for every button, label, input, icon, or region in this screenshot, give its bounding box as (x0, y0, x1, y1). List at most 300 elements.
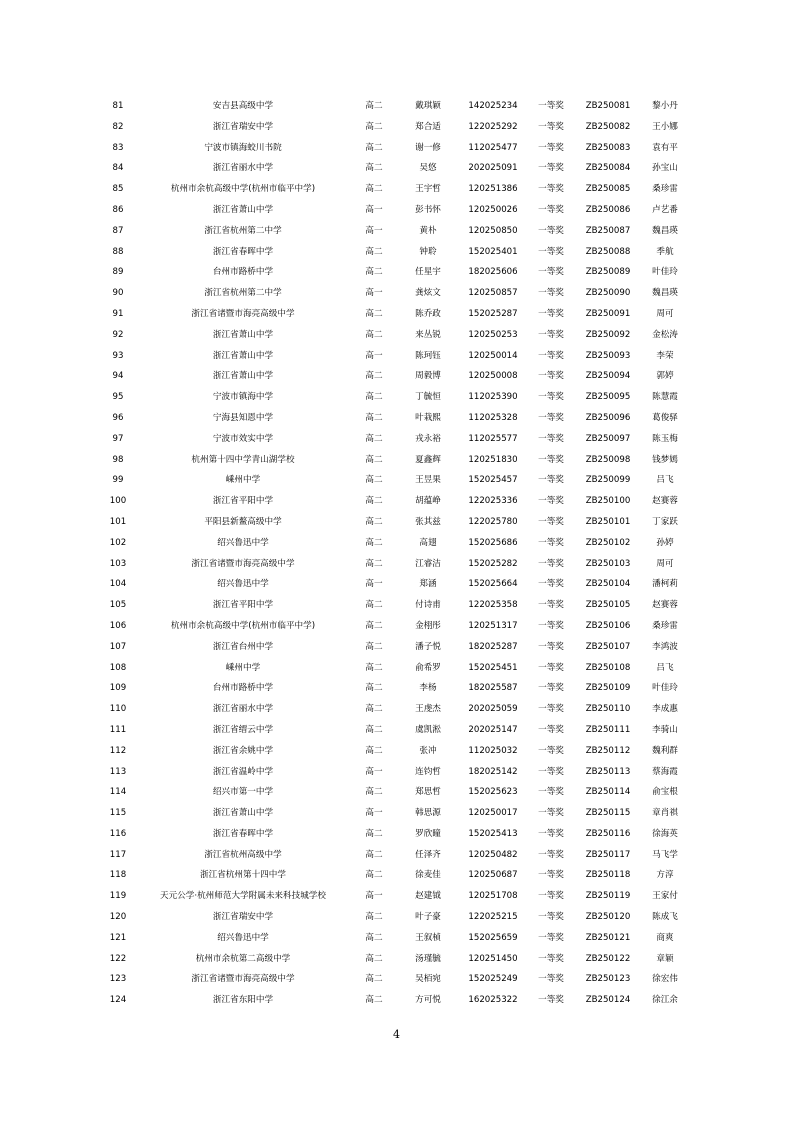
certificate-number: ZB250106 (585, 620, 631, 631)
school-name: 浙江省丽水中学 (212, 163, 274, 174)
row-number: 121 (109, 932, 127, 943)
coach-name: 李成惠 (652, 704, 678, 715)
award-level: 一等奖 (538, 641, 564, 652)
school-name: 绍兴鲁迅中学 (217, 579, 269, 590)
grade: 高二 (365, 433, 383, 444)
student-name: 夏鑫辉 (415, 454, 441, 465)
coach-name: 李鸿波 (652, 641, 678, 652)
award-level: 一等奖 (538, 787, 564, 798)
row-number: 97 (112, 433, 124, 444)
table-row (0, 699, 793, 720)
table-row (0, 637, 793, 658)
student-id: 112025577 (468, 433, 518, 444)
row-number: 100 (109, 496, 127, 507)
coach-name: 周可 (656, 558, 674, 569)
school-name: 浙江省缙云中学 (212, 724, 274, 735)
award-level: 一等奖 (538, 392, 564, 403)
school-name: 浙江省瑞安中学 (212, 121, 274, 132)
coach-name: 章肖祺 (652, 808, 678, 819)
grade: 高一 (365, 350, 383, 361)
student-name: 付诗甫 (415, 600, 441, 611)
certificate-number: ZB250089 (585, 267, 631, 278)
row-number: 105 (109, 600, 127, 611)
award-level: 一等奖 (538, 454, 564, 465)
grade: 高一 (365, 766, 383, 777)
certificate-number: ZB250086 (585, 204, 631, 215)
student-id: 202025059 (468, 704, 518, 715)
student-id: 112025328 (468, 412, 518, 423)
student-id: 120250008 (468, 371, 518, 382)
table-row (0, 845, 793, 866)
school-name: 台州市路桥中学 (212, 683, 274, 694)
row-number: 98 (112, 454, 124, 465)
student-id: 152025664 (468, 579, 518, 590)
school-name: 浙江省台州中学 (212, 641, 274, 652)
table-row (0, 304, 793, 325)
grade: 高二 (365, 371, 383, 382)
student-id: 112025477 (468, 142, 518, 153)
certificate-number: ZB250103 (585, 558, 631, 569)
grade: 高一 (365, 225, 383, 236)
school-name: 杭州市余杭高级中学(杭州市临平中学) (170, 184, 316, 195)
certificate-number: ZB250109 (585, 683, 631, 694)
coach-name: 蔡海霞 (652, 766, 678, 777)
certificate-number: ZB250095 (585, 392, 631, 403)
award-level: 一等奖 (538, 932, 564, 943)
coach-name: 陈成飞 (652, 912, 678, 923)
table-row (0, 138, 793, 159)
school-name: 浙江省诸暨市海亮高级中学 (191, 308, 295, 319)
school-name: 绍兴市第一中学 (212, 787, 274, 798)
student-name: 俞希罗 (415, 662, 441, 673)
school-name: 浙江省诸暨市海亮高级中学 (191, 974, 295, 985)
school-name: 宁波市镇海蛟川书院 (204, 142, 282, 153)
student-id: 120250687 (468, 870, 518, 881)
school-name: 平阳县新鳌高级中学 (204, 516, 282, 527)
certificate-number: ZB250099 (585, 475, 631, 486)
school-name: 浙江省春晖中学 (212, 828, 274, 839)
coach-name: 陈慧霞 (652, 392, 678, 403)
row-number: 93 (112, 350, 124, 361)
student-id: 120251708 (468, 891, 518, 902)
student-id: 120250017 (468, 808, 518, 819)
certificate-number: ZB250108 (585, 662, 631, 673)
student-id: 112025390 (468, 392, 518, 403)
certificate-number: ZB250081 (585, 101, 631, 111)
student-id: 152025249 (468, 974, 518, 985)
school-name: 宁波市效实中学 (212, 433, 274, 444)
school-name: 杭州市余杭第二高级中学 (195, 953, 291, 964)
certificate-number: ZB250110 (585, 704, 631, 715)
school-name: 浙江省诸暨市海亮高级中学 (191, 558, 295, 569)
coach-name: 桑珍雷 (652, 184, 678, 195)
coach-name: 商爽 (656, 932, 674, 943)
student-name: 陈乔政 (415, 308, 441, 319)
table-row (0, 221, 793, 242)
certificate-number: ZB250101 (585, 516, 631, 527)
grade: 高二 (365, 953, 383, 964)
coach-name: 徐海英 (652, 828, 678, 839)
coach-name: 赵赛蓉 (652, 600, 678, 611)
certificate-number: ZB250116 (585, 828, 631, 839)
award-table (0, 96, 793, 1011)
student-name: 王宇哲 (415, 184, 441, 195)
student-name: 韩思源 (415, 808, 441, 819)
row-number: 88 (112, 246, 124, 257)
row-number: 104 (109, 579, 127, 590)
student-name: 叶栽熙 (415, 412, 441, 423)
student-id: 202025147 (468, 724, 518, 735)
student-id: 120250026 (468, 204, 518, 215)
row-number: 112 (109, 745, 127, 756)
certificate-number: ZB250121 (585, 932, 631, 943)
award-level: 一等奖 (538, 662, 564, 673)
student-id: 152025659 (468, 932, 518, 943)
table-row (0, 179, 793, 200)
award-level: 一等奖 (538, 579, 564, 590)
student-name: 虞凯淞 (415, 724, 441, 735)
school-name: 台州市路桥中学 (212, 267, 274, 278)
award-level: 一等奖 (538, 891, 564, 902)
student-name: 金栩彤 (415, 620, 441, 631)
award-level: 一等奖 (538, 142, 564, 153)
table-row (0, 595, 793, 616)
row-number: 92 (112, 329, 124, 340)
table-row (0, 96, 793, 117)
student-name: 龚炫文 (415, 288, 441, 299)
grade: 高二 (365, 974, 383, 985)
student-name: 吴悠 (419, 163, 437, 174)
grade: 高二 (365, 142, 383, 153)
grade: 高二 (365, 537, 383, 548)
certificate-number: ZB250093 (585, 350, 631, 361)
coach-name: 钱梦嫣 (652, 454, 678, 465)
coach-name: 魏昌瑛 (652, 288, 678, 299)
student-name: 郑合适 (415, 121, 441, 132)
school-name: 安吉县高级中学 (212, 101, 274, 111)
certificate-number: ZB250100 (585, 496, 631, 507)
row-number: 109 (109, 683, 127, 694)
coach-name: 魏昌瑛 (652, 225, 678, 236)
award-level: 一等奖 (538, 246, 564, 257)
grade: 高一 (365, 288, 383, 299)
student-name: 陈珂钰 (415, 350, 441, 361)
student-id: 152025287 (468, 308, 518, 319)
certificate-number: ZB250113 (585, 766, 631, 777)
coach-name: 郭婷 (656, 371, 674, 382)
certificate-number: ZB250122 (585, 953, 631, 964)
grade: 高二 (365, 163, 383, 174)
school-name: 宁波市镇海中学 (212, 392, 274, 403)
award-level: 一等奖 (538, 308, 564, 319)
certificate-number: ZB250102 (585, 537, 631, 548)
grade: 高二 (365, 662, 383, 673)
certificate-number: ZB250115 (585, 808, 631, 819)
school-name: 浙江省杭州第二中学 (204, 288, 282, 299)
student-id: 112025032 (468, 745, 518, 756)
coach-name: 章颖 (656, 953, 674, 964)
award-level: 一等奖 (538, 101, 564, 111)
table-row (0, 200, 793, 221)
row-number: 113 (109, 766, 127, 777)
coach-name: 孙宝山 (652, 163, 678, 174)
row-number: 85 (112, 184, 124, 195)
table-row (0, 949, 793, 970)
grade: 高二 (365, 558, 383, 569)
table-row (0, 512, 793, 533)
student-name: 郑思哲 (415, 787, 441, 798)
grade: 高二 (365, 828, 383, 839)
award-level: 一等奖 (538, 808, 564, 819)
table-row (0, 907, 793, 928)
row-number: 90 (112, 288, 124, 299)
award-level: 一等奖 (538, 163, 564, 174)
certificate-number: ZB250105 (585, 600, 631, 611)
student-name: 王叙楨 (415, 932, 441, 943)
certificate-number: ZB250123 (585, 974, 631, 985)
school-name: 浙江省萧山中学 (212, 808, 274, 819)
grade: 高二 (365, 620, 383, 631)
student-name: 王虔杰 (415, 704, 441, 715)
table-row (0, 429, 793, 450)
certificate-number: ZB250091 (585, 308, 631, 319)
table-row (0, 158, 793, 179)
coach-name: 赵赛蓉 (652, 496, 678, 507)
student-name: 方可悦 (415, 995, 441, 1006)
student-id: 182025142 (468, 766, 518, 777)
award-level: 一等奖 (538, 433, 564, 444)
certificate-number: ZB250120 (585, 912, 631, 923)
student-name: 丁毓恒 (415, 392, 441, 403)
school-name: 宁海县知恩中学 (212, 412, 274, 423)
table-row (0, 824, 793, 845)
grade: 高二 (365, 683, 383, 694)
table-row (0, 262, 793, 283)
table-row (0, 720, 793, 741)
award-level: 一等奖 (538, 558, 564, 569)
grade: 高一 (365, 891, 383, 902)
row-number: 120 (109, 912, 127, 923)
certificate-number: ZB250124 (585, 995, 631, 1006)
coach-name: 袁有平 (652, 142, 678, 153)
certificate-number: ZB250088 (585, 246, 631, 257)
award-level: 一等奖 (538, 204, 564, 215)
row-number: 84 (112, 163, 124, 174)
table-row (0, 387, 793, 408)
student-name: 潘子悦 (415, 641, 441, 652)
coach-name: 俞宝根 (652, 787, 678, 798)
grade: 高一 (365, 204, 383, 215)
certificate-number: ZB250098 (585, 454, 631, 465)
student-id: 120250014 (468, 350, 518, 361)
award-level: 一等奖 (538, 121, 564, 132)
row-number: 103 (109, 558, 127, 569)
grade: 高二 (365, 392, 383, 403)
grade: 高二 (365, 516, 383, 527)
student-name: 戴琪颖 (415, 101, 441, 111)
award-level: 一等奖 (538, 537, 564, 548)
row-number: 122 (109, 953, 127, 964)
grade: 高二 (365, 121, 383, 132)
coach-name: 徐江余 (652, 995, 678, 1006)
grade: 高二 (365, 932, 383, 943)
school-name: 嵊州中学 (225, 662, 261, 673)
student-id: 152025457 (468, 475, 518, 486)
student-id: 120250850 (468, 225, 518, 236)
row-number: 89 (112, 267, 124, 278)
award-level: 一等奖 (538, 870, 564, 881)
student-id: 122025292 (468, 121, 518, 132)
coach-name: 徐宏伟 (652, 974, 678, 985)
grade: 高一 (365, 579, 383, 590)
coach-name: 丁家跃 (652, 516, 678, 527)
table-row (0, 762, 793, 783)
table-row (0, 470, 793, 491)
row-number: 115 (109, 808, 127, 819)
coach-name: 王家付 (652, 891, 678, 902)
grade: 高二 (365, 912, 383, 923)
award-level: 一等奖 (538, 683, 564, 694)
row-number: 102 (109, 537, 127, 548)
school-name: 浙江省瑞安中学 (212, 912, 274, 923)
grade: 高二 (365, 454, 383, 465)
school-name: 杭州市余杭高级中学(杭州市临平中学) (170, 620, 316, 631)
coach-name: 金松涛 (652, 329, 678, 340)
certificate-number: ZB250111 (585, 724, 631, 735)
coach-name: 桑珍雷 (652, 620, 678, 631)
row-number: 108 (109, 662, 127, 673)
student-name: 江睿洁 (415, 558, 441, 569)
table-row (0, 283, 793, 304)
certificate-number: ZB250085 (585, 184, 631, 195)
school-name: 浙江省杭州高级中学 (204, 849, 282, 860)
student-name: 周毅博 (415, 371, 441, 382)
row-number: 82 (112, 121, 124, 132)
student-name: 郑涵 (419, 579, 437, 590)
student-name: 罗欣曈 (415, 828, 441, 839)
student-name: 叶子豪 (415, 912, 441, 923)
certificate-number: ZB250118 (585, 870, 631, 881)
grade: 高二 (365, 995, 383, 1006)
certificate-number: ZB250087 (585, 225, 631, 236)
certificate-number: ZB250083 (585, 142, 631, 153)
student-name: 谢一修 (415, 142, 441, 153)
row-number: 110 (109, 704, 127, 715)
student-id: 120251450 (468, 953, 518, 964)
school-name: 天元公学·杭州师范大学附属未来科技城学校 (159, 891, 326, 902)
table-row (0, 366, 793, 387)
student-id: 162025322 (468, 995, 518, 1006)
student-id: 152025401 (468, 246, 518, 257)
row-number: 124 (109, 995, 127, 1006)
grade: 高二 (365, 787, 383, 798)
certificate-number: ZB250084 (585, 163, 631, 174)
grade: 高二 (365, 870, 383, 881)
row-number: 96 (112, 412, 124, 423)
student-id: 152025413 (468, 828, 518, 839)
student-id: 152025623 (468, 787, 518, 798)
student-name: 张其兹 (415, 516, 441, 527)
school-name: 浙江省萧山中学 (212, 371, 274, 382)
student-id: 122025336 (468, 496, 518, 507)
grade: 高一 (365, 808, 383, 819)
school-name: 杭州第十四中学青山湖学校 (191, 454, 295, 465)
coach-name: 吕飞 (656, 662, 674, 673)
certificate-number: ZB250107 (585, 641, 631, 652)
row-number: 117 (109, 849, 127, 860)
table-row (0, 554, 793, 575)
table-row (0, 242, 793, 263)
school-name: 嵊州中学 (225, 475, 261, 486)
grade: 高二 (365, 641, 383, 652)
student-id: 182025606 (468, 267, 518, 278)
student-id: 202025091 (468, 163, 518, 174)
certificate-number: ZB250119 (585, 891, 631, 902)
grade: 高二 (365, 412, 383, 423)
table-row (0, 408, 793, 429)
award-level: 一等奖 (538, 371, 564, 382)
grade: 高二 (365, 724, 383, 735)
student-name: 王昱果 (415, 475, 441, 486)
page-number: 4 (393, 1028, 400, 1041)
certificate-number: ZB250104 (585, 579, 631, 590)
award-level: 一等奖 (538, 828, 564, 839)
grade: 高二 (365, 267, 383, 278)
award-level: 一等奖 (538, 953, 564, 964)
coach-name: 叶佳玲 (652, 683, 678, 694)
certificate-number: ZB250117 (585, 849, 631, 860)
award-level: 一等奖 (538, 516, 564, 527)
student-name: 任泽齐 (415, 849, 441, 860)
table-row (0, 678, 793, 699)
table-row (0, 491, 793, 512)
student-id: 120251830 (468, 454, 518, 465)
student-name: 徐麦佳 (415, 870, 441, 881)
award-level: 一等奖 (538, 620, 564, 631)
row-number: 81 (112, 101, 124, 111)
student-id: 120250857 (468, 288, 518, 299)
student-name: 高翅 (419, 537, 437, 548)
student-id: 152025686 (468, 537, 518, 548)
grade: 高二 (365, 101, 383, 111)
certificate-number: ZB250096 (585, 412, 631, 423)
school-name: 浙江省温岭中学 (212, 766, 274, 777)
table-row (0, 117, 793, 138)
table-row (0, 616, 793, 637)
table-row (0, 886, 793, 907)
coach-name: 李骑山 (652, 724, 678, 735)
school-name: 浙江省平阳中学 (212, 600, 274, 611)
certificate-number: ZB250092 (585, 329, 631, 340)
coach-name: 葛俊驿 (652, 412, 678, 423)
coach-name: 季航 (656, 246, 674, 257)
school-name: 浙江省春晖中学 (212, 246, 274, 257)
award-level: 一等奖 (538, 350, 564, 361)
certificate-number: ZB250097 (585, 433, 631, 444)
certificate-number: ZB250090 (585, 288, 631, 299)
student-id: 120250253 (468, 329, 518, 340)
student-id: 182025587 (468, 683, 518, 694)
coach-name: 魏利群 (652, 745, 678, 756)
table-row (0, 346, 793, 367)
student-id: 120251386 (468, 184, 518, 195)
row-number: 94 (112, 371, 124, 382)
row-number: 91 (112, 308, 124, 319)
school-name: 浙江省萧山中学 (212, 350, 274, 361)
student-name: 胡蕴峥 (415, 496, 441, 507)
grade: 高二 (365, 496, 383, 507)
student-name: 钟聆 (419, 246, 437, 257)
